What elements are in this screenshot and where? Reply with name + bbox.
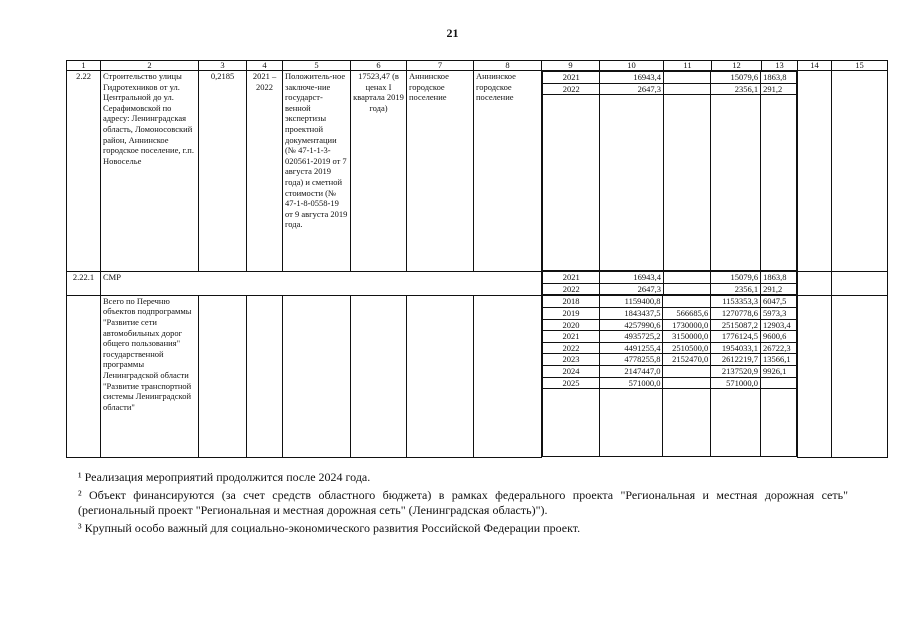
regional: 15079,6: [711, 72, 761, 84]
total-label: Всего по Перечню объектов подпрограммы "Развитие сети автомобильных дорог общего пользования" государственной программы Ленинградской области "Развитие транспортной системы Ленинградской области": [101, 295, 199, 457]
local: 291,2: [761, 83, 797, 95]
table-row-total: [67, 295, 888, 457]
col-number-4: 4: [247, 61, 283, 71]
regional: 1153353,3: [711, 296, 761, 308]
local: 1863,8: [761, 72, 797, 84]
year: 2024: [543, 365, 600, 377]
year: 2022: [543, 342, 600, 354]
finance-row: [543, 72, 797, 84]
federal: 2510500,0: [663, 342, 711, 354]
customer: Аннинское городское поселение: [407, 71, 474, 272]
empty-col-15: [832, 271, 888, 295]
footnotes: [78, 470, 848, 538]
total: 4257990,6: [600, 319, 663, 331]
regional: 1954033,1: [711, 342, 761, 354]
col-number-10: 10: [600, 61, 664, 71]
finance-cell: [542, 71, 798, 272]
empty-col-14: [798, 71, 832, 272]
finance-table: [542, 71, 797, 271]
year: 2025: [543, 377, 600, 389]
finance-table: [542, 271, 797, 295]
object-length: 0,2185: [199, 71, 247, 272]
col-number-5: 5: [283, 61, 351, 71]
col-number-2: 2: [101, 61, 199, 71]
empty-col-4: [247, 295, 283, 457]
federal: 2152470,0: [663, 354, 711, 366]
regional: 1270778,6: [711, 307, 761, 319]
total: 16943,4: [600, 272, 664, 284]
finance-row: [543, 319, 797, 331]
regional: 2356,1: [711, 283, 761, 295]
regional: 2356,1: [711, 83, 761, 95]
col-number-14: 14: [798, 61, 832, 71]
year: 2022: [543, 283, 600, 295]
year: 2019: [543, 307, 600, 319]
finance-spacer: [543, 389, 797, 457]
objects-table: [66, 60, 888, 458]
regional: 2137520,9: [711, 365, 761, 377]
regional: 2612219,7: [711, 354, 761, 366]
readiness-status: Положитель-ное заключе-ние государст-венной экспертизы проектной документации (№ 47-1-1-3-020561-2019 от 7 августа 2019 года) и сметной стоимости (№ 47-1-8-0558-19 от 9 августа 2019 года.: [283, 71, 351, 272]
table-row-2-22-1: [67, 271, 888, 295]
empty-col-15: [832, 71, 888, 272]
finance-row: [543, 83, 797, 95]
finance-row: [543, 354, 797, 366]
local: 26722,3: [761, 342, 797, 354]
total: 4491255,4: [600, 342, 663, 354]
finance-row: [543, 342, 797, 354]
federal: 1730000,0: [663, 319, 711, 331]
finance-table: [542, 295, 797, 457]
object-name: Строительство улицы Гидротехников от ул. Центральной до ул. Серафимовской по адресу: Ленинградская область, Ломоносовский район, Аннинское городское поселение, г.п. Новоселье: [101, 71, 199, 272]
regional: 15079,6: [711, 272, 761, 284]
total: 1843437,5: [600, 307, 663, 319]
total: 1159400,8: [600, 296, 663, 308]
total: 2647,3: [600, 83, 664, 95]
local: 9926,1: [761, 365, 797, 377]
col-number-1: 1: [67, 61, 101, 71]
total: 4778255,8: [600, 354, 663, 366]
finance-row: [543, 296, 797, 308]
empty-col-14: [798, 271, 832, 295]
empty-col-8: [474, 295, 542, 457]
regional: 1776124,5: [711, 331, 761, 343]
year: 2021: [543, 72, 600, 84]
page-number: 21: [446, 26, 459, 40]
col-number-13: 13: [762, 61, 798, 71]
federal: [663, 283, 710, 295]
work-type: СМР: [101, 271, 542, 295]
federal: [663, 296, 711, 308]
col-number-11: 11: [664, 61, 712, 71]
col-number-15: 15: [832, 61, 888, 71]
col-number-8: 8: [474, 61, 542, 71]
column-numbers-row: [67, 61, 888, 71]
federal: [663, 72, 710, 84]
local: [761, 377, 797, 389]
finance-row: [543, 272, 797, 284]
empty-col-14: [798, 295, 832, 457]
local: 291,2: [761, 283, 797, 295]
finance-row: [543, 377, 797, 389]
col-number-6: 6: [351, 61, 407, 71]
col-number-9: 9: [542, 61, 600, 71]
empty-col-5: [283, 295, 351, 457]
empty-col-7: [407, 295, 474, 457]
col-number-3: 3: [199, 61, 247, 71]
year: 2021: [543, 272, 600, 284]
empty-col-6: [351, 295, 407, 457]
finance-row: [543, 283, 797, 295]
empty-col-1: [67, 295, 101, 457]
total: 571000,0: [600, 377, 663, 389]
total: 2147447,0: [600, 365, 663, 377]
finance-row: [543, 365, 797, 377]
footnote-2: ² Объект финансируются (за счет средств областного бюджета) в рамках федерального проекта "Региональная и местная дорожная сеть" (региональный проект "Региональная и местная дорожная сеть" (Ленинградская область)").: [78, 487, 848, 517]
executor: Аннинское городское поселение: [474, 71, 542, 272]
regional: 2515087,2: [711, 319, 761, 331]
col-number-7: 7: [407, 61, 474, 71]
footnote-1: ¹ Реализация мероприятий продолжится после 2024 года.: [78, 470, 371, 484]
estimated-cost: 17523,47 (в ценах I квартала 2019 года): [351, 71, 407, 272]
federal: 566685,6: [663, 307, 711, 319]
federal: 3150000,0: [663, 331, 711, 343]
empty-col-3: [199, 295, 247, 457]
federal: [663, 83, 710, 95]
row-number: 2.22: [67, 71, 101, 272]
implementation-years: 2021 – 2022: [247, 71, 283, 272]
total: 4935725,2: [600, 331, 663, 343]
local: 12903,4: [761, 319, 797, 331]
year: 2020: [543, 319, 600, 331]
year: 2023: [543, 354, 600, 366]
local: 1863,8: [761, 272, 797, 284]
federal: [663, 272, 710, 284]
table-row-2-22: [67, 71, 888, 272]
year: 2021: [543, 331, 600, 343]
total: 2647,3: [600, 283, 664, 295]
federal: [663, 377, 711, 389]
year: 2018: [543, 296, 600, 308]
empty-col-15: [832, 295, 888, 457]
finance-cell: [542, 295, 798, 457]
finance-row: [543, 331, 797, 343]
row-number: 2.22.1: [67, 271, 101, 295]
finance-spacer: [543, 95, 797, 271]
col-number-12: 12: [712, 61, 762, 71]
footnote-3: ³ Крупный особо важный для социально-экономического развития Российской Федерации проект.: [78, 520, 581, 535]
total: 16943,4: [600, 72, 664, 84]
local: 5973,3: [761, 307, 797, 319]
year: 2022: [543, 83, 600, 95]
federal: [663, 365, 711, 377]
local: 6047,5: [761, 296, 797, 308]
finance-row: [543, 307, 797, 319]
finance-cell: [542, 271, 798, 295]
local: 9600,6: [761, 331, 797, 343]
local: 13566,1: [761, 354, 797, 366]
regional: 571000,0: [711, 377, 761, 389]
